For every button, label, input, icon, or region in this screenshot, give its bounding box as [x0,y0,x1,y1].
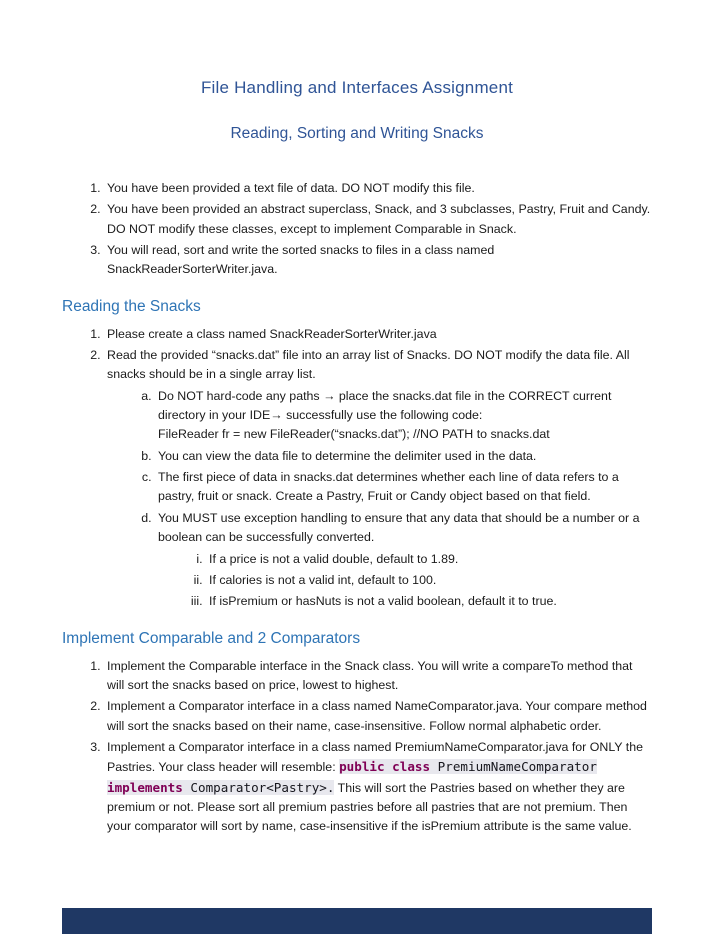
exception-defaults-list [158,550,652,612]
list-item [104,738,652,837]
section-heading-reading-the-snacks: Reading the Snacks [62,297,201,315]
list-item-text: If a price is not a valid double, default to 1.89. [209,551,459,566]
list-item [155,447,652,466]
list-item [104,346,652,611]
list-item [155,387,652,445]
list-item [206,592,652,611]
list-item [104,241,652,280]
document-title: File Handling and Interfaces Assignment [200,78,514,97]
list-item [206,550,652,569]
code-identifier: Comparator<Pastry>. [190,779,335,795]
list-item [155,509,652,612]
reading-list [62,325,652,612]
list-item-text: Implement a Comparator interface in a class named NameComparator.java. Your compare method will sort the snacks based on their name, case-insensitive. Follow normal alphabetic order. [107,699,647,733]
list-item-text: The first piece of data in snacks.dat determines whether each line of data refers to a pastry, fruit or snack. Create a Pastry, Fruit or Candy object based on that field. [158,470,619,504]
comparators-list [62,657,652,837]
list-item [104,657,652,696]
code-keyword: public class [339,759,438,775]
list-item-text: You can view the data file to determine the delimiter used in the data. [158,448,537,463]
list-item [155,468,652,507]
list-item-text: You have been provided an abstract superclass, Snack, and 3 subclasses, Pastry, Fruit and Candy. DO NOT modify these classes, except to implement Comparable in Snack. [107,202,651,236]
reading-sublist [107,387,652,612]
list-item-text: Do NOT hard-code any paths → place the snacks.dat file in the CORRECT current directory in your IDE→ successfully use the following code: [158,388,612,423]
list-item-text: Read the provided “snacks.dat” file into an array list of Snacks. DO NOT modify the data file. All snacks should be in a single array list. [107,348,630,382]
list-item [104,325,652,344]
list-item-text: If isPremium or hasNuts is not a valid boolean, default it to true. [209,594,557,609]
list-item-text: This will sort the Pastries based on whether they are premium or not. Please sort all premium pastries before all pastries that are not premium. Then your comparator will sort by name, case-insensitive if the isPremium attribute is the same value. [107,780,632,834]
list-item-text: Please create a class named SnackReaderSorterWriter.java [107,326,437,341]
document-content [62,78,652,837]
list-item-text: You have been provided a text file of data. DO NOT modify this file. [107,181,475,195]
list-item-text: Implement a Comparator interface in a class named PremiumNameComparator.java for ONLY the Pastries. Your class header will resemble: [107,739,644,775]
document-subtitle: Reading, Sorting and Writing Snacks [230,125,484,142]
footer-bar [62,908,652,934]
list-item [206,571,652,590]
code-identifier: PremiumNameComparator [437,759,597,775]
list-item [104,200,652,239]
filereader-code-line: FileReader fr = new FileReader(“snacks.dat”); //NO PATH to snacks.dat [158,427,550,442]
code-keyword: implements [107,779,191,795]
intro-list [62,179,652,280]
list-item-text: You will read, sort and write the sorted snacks to files in a class named SnackReaderSorterWriter.java. [107,243,495,277]
list-item [104,179,652,198]
list-item-text: Implement the Comparable interface in the Snack class. You will write a compareTo method that will sort the snacks based on price, lowest to highest. [107,658,633,692]
section-heading-implement-comparable: Implement Comparable and 2 Comparators [62,629,361,647]
list-item-text: You MUST use exception handling to ensure that any data that should be a number or a boolean can be successfully converted. [158,510,640,545]
list-item [104,697,652,736]
list-item-text: If calories is not a valid int, default to 100. [209,572,437,587]
